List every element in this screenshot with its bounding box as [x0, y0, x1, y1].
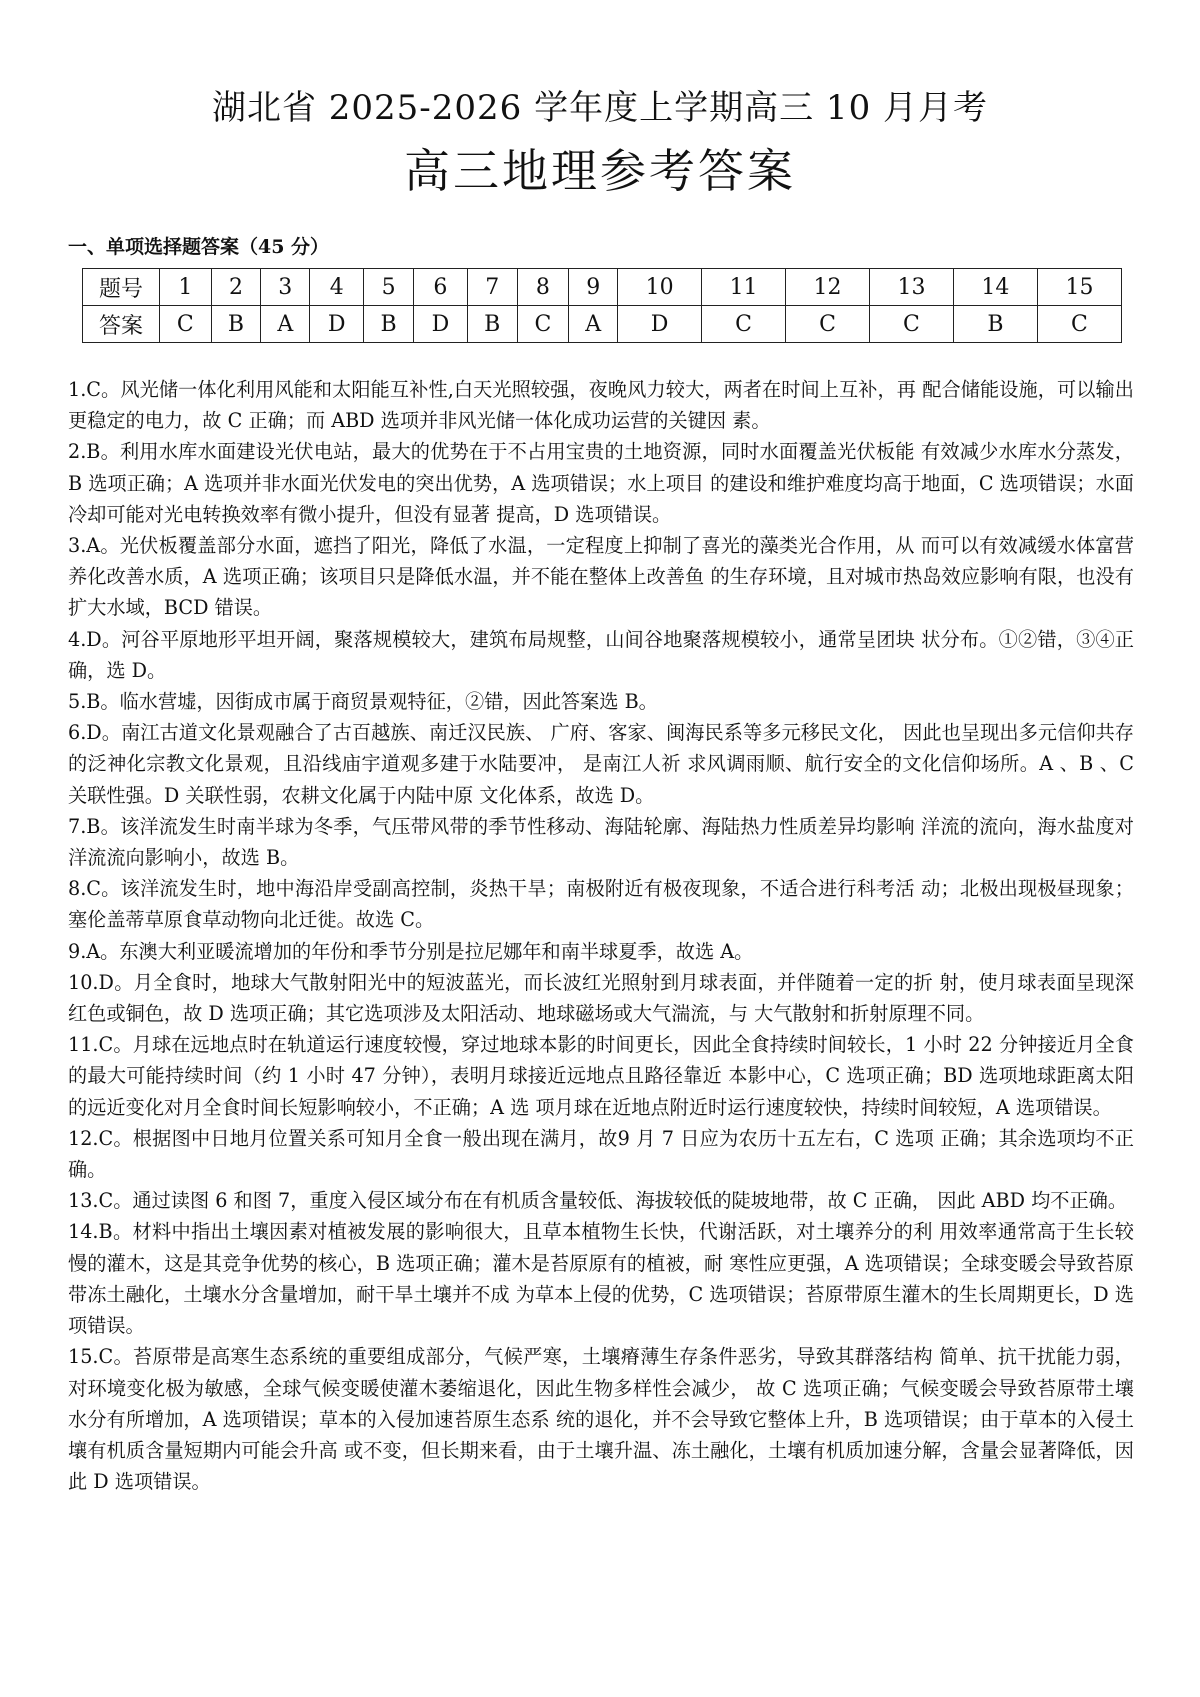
answer-row: [83, 306, 1122, 343]
question-number-row: [83, 269, 1122, 306]
answer-cell: B: [211, 306, 261, 343]
answer-cell: B: [953, 306, 1037, 343]
question-number-cell: 9: [569, 269, 618, 306]
explanation-paragraph: 9.A。东澳大利亚暖流增加的年份和季节分别是拉尼娜年和南半球夏季，故选 A。: [68, 939, 754, 963]
answer-cell: A: [261, 306, 310, 343]
answer-cell: B: [467, 306, 517, 343]
answer-cell: C: [702, 306, 786, 343]
answer-cell: A: [569, 306, 618, 343]
question-number-cell: 2: [211, 269, 261, 306]
explanation-paragraph: 3.A。光伏板覆盖部分水面，遮挡了阳光，降低了水温，一定程度上抑制了喜光的藻类光合作用，从 而可以有效减缓水体富营养化改善水质，A 选项正确；该项目只是降低水温，并不能在整体上改善鱼 的生存环境，且对城市热岛效应影响有限，也没有扩大水域，BCD 错误。: [68, 534, 1134, 620]
explanation-paragraph: 5.B。临水营墟，因街成市属于商贸景观特征，②错，因此答案选 B。: [68, 690, 658, 714]
row-label-question-number: 题号: [83, 269, 160, 306]
explanation-paragraph: 1.C。风光储一体化利用风能和太阳能互补性,白天光照较强，夜晚风力较大，两者在时间上互补，再 配合储能设施，可以输出更稳定的电力，故 C 正确；而 ABD 选项并非风光储一体化成功运营的关键因 素。: [68, 378, 1134, 433]
answer-cell: C: [870, 306, 954, 343]
answer-cell: D: [618, 306, 702, 343]
question-number-cell: 8: [517, 269, 569, 306]
question-number-cell: 12: [786, 269, 870, 306]
explanation-paragraph: 2.B。利用水库水面建设光伏电站，最大的优势在于不占用宝贵的土地资源，同时水面覆盖光伏板能 有效减少水库水分蒸发，B 选项正确；A 选项并非水面光伏发电的突出优势，A 选项错误；水上项目 的建设和维护难度均高于地面，C 选项错误；水面冷却可能对光电转换效率有微小提升，但没有显著 提高，D 选项错误。: [68, 440, 1134, 526]
question-number-cell: 7: [467, 269, 517, 306]
explanation-paragraph: 14.B。材料中指出土壤因素对植被发展的影响很大，且草本植物生长快，代谢活跃，对土壤养分的利 用效率通常高于生长较慢的灌木，这是其竞争优势的核心，B 选项正确；灌木是苔原原有的植被，耐 寒性应更强，A 选项错误；全球变暖会导致苔原带冻土融化，土壤水分含量增加，耐干旱土壤并不成 为草本上侵的优势，C 选项错误；苔原带原生灌木的生长周期更长，D 选项错误。: [68, 1220, 1134, 1338]
question-number-cell: 13: [870, 269, 954, 306]
explanation-paragraph: 10.D。月全食时，地球大气散射阳光中的短波蓝光，而长波红光照射到月球表面，并伴随着一定的折 射，使月球表面呈现深红色或铜色，故 D 选项正确；其它选项涉及太阳活动、地球磁场或大气湍流，与 大气散射和折射原理不同。: [68, 970, 1134, 1026]
answer-cell: C: [160, 306, 212, 343]
explanation-paragraph: 7.B。该洋流发生时南半球为冬季，气压带风带的季节性移动、海陆轮廓、海陆热力性质差异均影响 洋流的流向，海水盐度对洋流流向影响小，故选 B。: [68, 814, 1134, 870]
answer-table: [82, 268, 1122, 343]
answer-cell: B: [364, 306, 414, 343]
explanation-paragraph: 4.D。河谷平原地形平坦开阔，聚落规模较大，建筑布局规整，山间谷地聚落规模较小，通常呈团块 状分布。①②错，③④正确，选 D。: [68, 627, 1134, 682]
question-number-cell: 14: [953, 269, 1037, 306]
question-number-cell: 1: [160, 269, 212, 306]
question-number-cell: 3: [261, 269, 310, 306]
explanation-paragraph: 6.D。南江古道文化景观融合了古百越族、南迁汉民族、 广府、客家、闽海民系等多元移民文化， 因此也呈现出多元信仰共存的泛神化宗教文化景观，且沿线庙宇道观多建于水陆要冲， 是南江人祈 求风调雨顺、航行安全的文化信仰场所。A 、B 、C 关联性强。D 关联性弱，农耕文化属于内陆中原 文化体系，故选 D。: [68, 721, 1134, 807]
question-number-cell: 6: [413, 269, 467, 306]
explanation-paragraph: 12.C。根据图中日地月位置关系可知月全食一般出现在满月，故9 月 7 日应为农历十五左右，C 选项 正确；其余选项均不正确。: [68, 1126, 1134, 1182]
explanation-paragraph: 8.C。该洋流发生时，地中海沿岸受副高控制，炎热干旱；南极附近有极夜现象，不适合进行科考活 动；北极出现极昼现象；塞伦盖蒂草原食草动物向北迁徙。故选 C。: [68, 877, 1134, 932]
question-number-cell: 5: [364, 269, 414, 306]
explanation-paragraph: 13.C。通过读图 6 和图 7，重度入侵区域分布在有机质含量较低、海拔较低的陡坡地带，故 C 正确， 因此 ABD 均不正确。: [68, 1189, 1128, 1213]
answer-cell: D: [310, 306, 364, 343]
question-number-cell: 10: [618, 269, 702, 306]
section-heading: 一、单项选择题答案（45 分）: [68, 236, 330, 258]
explanation-paragraph: 15.C。苔原带是高寒生态系统的重要组成部分，气候严寒，土壤瘠薄生存条件恶劣，导致其群落结构 简单、抗干扰能力弱，对环境变化极为敏感，全球气候变暖使灌木萎缩退化，因此生物多样性会减少， 故 C 选项正确；气候变暖会导致苔原带土壤水分有所增加，A 选项错误；草本的入侵加速苔原生态系 统的退化，并不会导致它整体上升，B 选项错误；由于草本的入侵土壤有机质含量短期内可能会升高 或不变，但长期来看，由于土壤升温、冻土融化，土壤有机质加速分解，含量会显著降低，因此 D 选项错误。: [68, 1345, 1134, 1494]
explanation-paragraph: 11.C。月球在远地点时在轨道运行速度较慢，穿过地球本影的时间更长，因此全食持续时间较长，1 小时 22 分钟接近月全食的最大可能持续时间（约 1 小时 47 分钟），表明月球接近远地点且路径靠近 本影中心，C 选项正确；BD 选项地球距离太阳的远近变化对月全食时间长短影响较小，不正确；A 选 项月球在近地点附近时运行速度较快，持续时间较短，A 选项错误。: [68, 1033, 1134, 1119]
question-number-cell: 4: [310, 269, 364, 306]
answer-cell: C: [786, 306, 870, 343]
question-number-cell: 11: [702, 269, 786, 306]
explanations-list: [68, 374, 1134, 1497]
question-number-cell: 15: [1037, 269, 1121, 306]
answer-cell: D: [413, 306, 467, 343]
answer-cell: C: [1037, 306, 1121, 343]
row-label-answer: 答案: [83, 306, 160, 343]
answer-cell: C: [517, 306, 569, 343]
document-title: 高三地理参考答案: [404, 144, 796, 198]
exam-title: 湖北省 2025-2026 学年度上学期高三 10 月月考: [211, 88, 989, 128]
